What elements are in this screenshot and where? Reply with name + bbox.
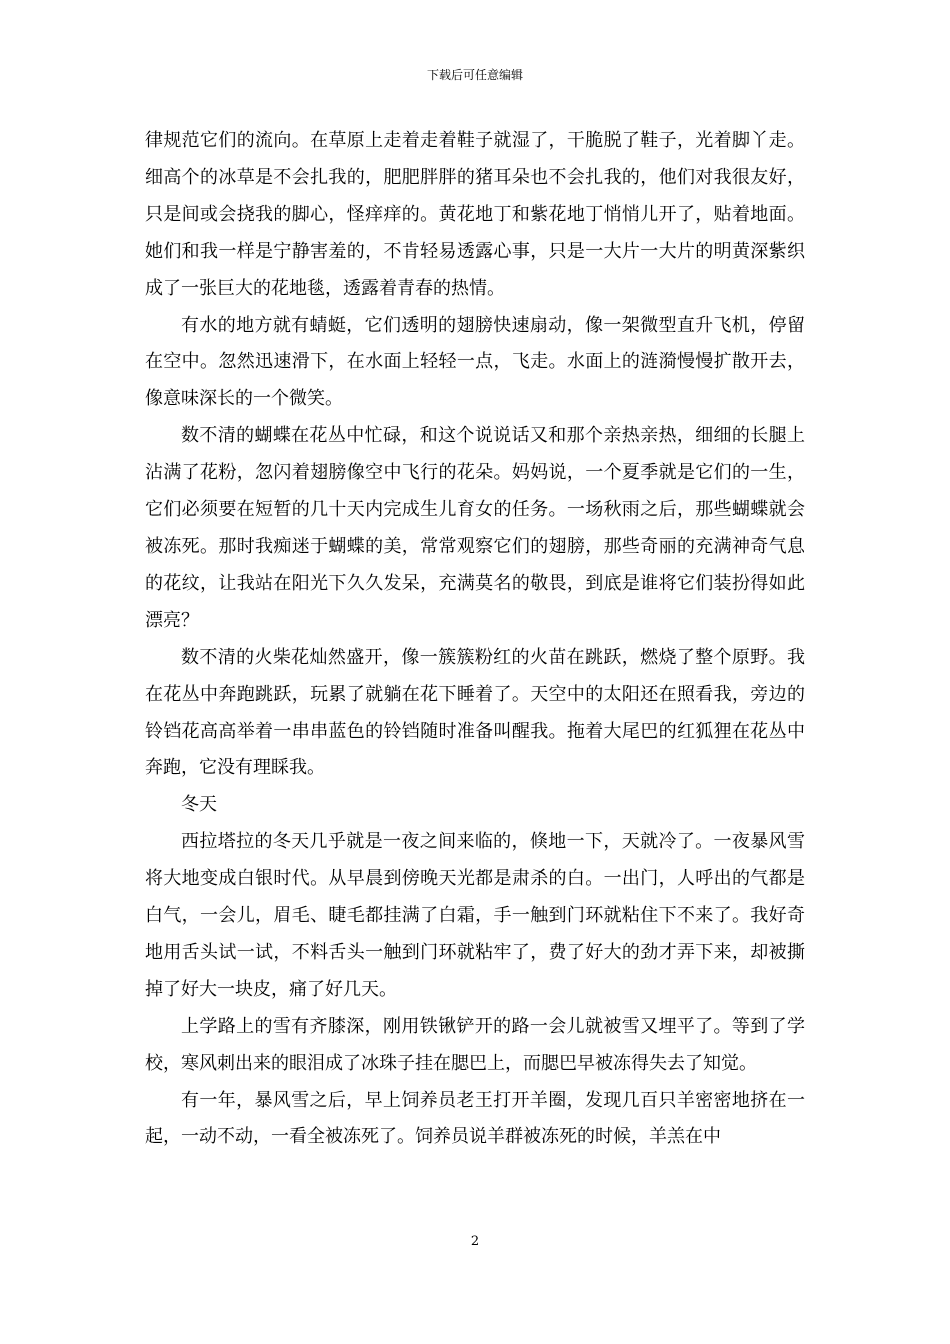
page-header: 下载后可任意编辑 [426, 68, 523, 82]
document-body [145, 123, 805, 1156]
paragraph: 有水的地方就有蜻蜓，它们透明的翅膀快速扇动，像一架微型直升飞机，停留在空中。忽然迅速滑下，在水面上轻轻一点，飞走。水面上的涟漪慢慢扩散开去，像意味深长的一个微笑。 [145, 314, 805, 410]
paragraph: 有一年，暴风雪之后，早上饲养员老王打开羊圈，发现几百只羊密密地挤在一起，一动不动，一看全被冻死了。饲养员说羊群被冻死的时候，羊羔在中 [145, 1089, 805, 1148]
paragraph: 西拉塔拉的冬天几乎就是一夜之间来临的，倏地一下，天就冷了。一夜暴风雪将大地变成白银时代。从早晨到傍晚天光都是肃杀的白。一出门，人呼出的气都是白气，一会儿，眉毛、睫毛都挂满了白霜，手一触到门环就粘住下不来了。我好奇地用舌头试一试，不料舌头一触到门环就粘牢了，费了好大的劲才弄下来，却被撕掉了好大一块皮，痛了好几天。 [145, 831, 805, 1000]
paragraph: 上学路上的雪有齐膝深，刚用铁锹铲开的路一会儿就被雪又埋平了。等到了学校，寒风刺出来的眼泪成了冰珠子挂在腮巴上，而腮巴早被冻得失去了知觉。 [145, 1015, 805, 1074]
paragraph: 数不清的火柴花灿然盛开，像一簇簇粉红的火苗在跳跃，燃烧了整个原野。我在花丛中奔跑跳跃，玩累了就躺在花下睡着了。天空中的太阳还在照看我，旁边的铃铛花高高举着一串串蓝色的铃铛随时准备叫醒我。拖着大尾巴的红狐狸在花丛中奔跑，它没有理睬我。 [145, 646, 805, 779]
paragraph: 数不清的蝴蝶在花丛中忙碌，和这个说说话又和那个亲热亲热，细细的长腿上沾满了花粉，忽闪着翅膀像空中飞行的花朵。妈妈说，一个夏季就是它们的一生，它们必须要在短暂的几十天内完成生儿育女的任务。一场秋雨之后，那些蝴蝶就会被冻死。那时我痴迷于蝴蝶的美，常常观察它们的翅膀，那些奇丽的充满神奇气息的花纹，让我站在阳光下久久发呆，充满莫名的敬畏，到底是谁将它们装扮得如此漂亮？ [145, 425, 805, 631]
section-heading: 冬天 [181, 794, 217, 816]
page-number: 2 [470, 1234, 480, 1249]
paragraph: 律规范它们的流向。在草原上走着走着鞋子就湿了，干脆脱了鞋子，光着脚丫走。细高个的冰草是不会扎我的，肥肥胖胖的猪耳朵也不会扎我的，他们对我很友好，只是间或会挠我的脚心，怪痒痒的。黄花地丁和紫花地丁悄悄儿开了，贴着地面。她们和我一样是宁静害羞的，不肯轻易透露心事，只是一大片一大片的明黄深紫织成了一张巨大的花地毯，透露着青春的热情。 [145, 130, 805, 299]
